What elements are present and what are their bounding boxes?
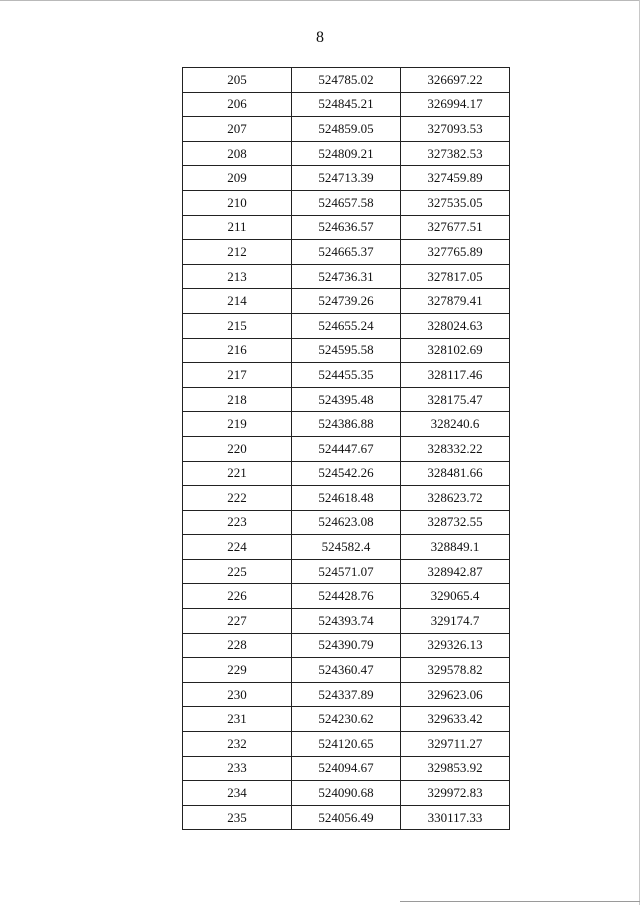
x-coordinate-cell: 524386.88 xyxy=(292,412,401,437)
y-coordinate-cell: 330117.33 xyxy=(401,805,510,830)
point-number-cell: 206 xyxy=(183,92,292,117)
x-coordinate-cell: 524859.05 xyxy=(292,117,401,142)
point-number-cell: 214 xyxy=(183,289,292,314)
table-row xyxy=(183,92,510,117)
y-coordinate-cell: 329578.82 xyxy=(401,658,510,683)
table-row xyxy=(183,363,510,388)
y-coordinate-cell: 328175.47 xyxy=(401,387,510,412)
x-coordinate-cell: 524785.02 xyxy=(292,68,401,93)
point-number-cell: 225 xyxy=(183,559,292,584)
table-row xyxy=(183,313,510,338)
point-number-cell: 227 xyxy=(183,609,292,634)
x-coordinate-cell: 524655.24 xyxy=(292,313,401,338)
y-coordinate-cell: 329633.42 xyxy=(401,707,510,732)
table-row xyxy=(183,732,510,757)
x-coordinate-cell: 524395.48 xyxy=(292,387,401,412)
page-edge-top xyxy=(0,0,640,1)
y-coordinate-cell: 328024.63 xyxy=(401,313,510,338)
y-coordinate-cell: 328623.72 xyxy=(401,486,510,511)
point-number-cell: 213 xyxy=(183,264,292,289)
table-row xyxy=(183,215,510,240)
point-number-cell: 222 xyxy=(183,486,292,511)
table-row xyxy=(183,117,510,142)
table-row xyxy=(183,289,510,314)
x-coordinate-cell: 524657.58 xyxy=(292,190,401,215)
x-coordinate-cell: 524447.67 xyxy=(292,436,401,461)
table-row xyxy=(183,68,510,93)
x-coordinate-cell: 524845.21 xyxy=(292,92,401,117)
x-coordinate-cell: 524056.49 xyxy=(292,805,401,830)
x-coordinate-cell: 524665.37 xyxy=(292,240,401,265)
x-coordinate-cell: 524618.48 xyxy=(292,486,401,511)
y-coordinate-cell: 329623.06 xyxy=(401,682,510,707)
point-number-cell: 226 xyxy=(183,584,292,609)
point-number-cell: 217 xyxy=(183,363,292,388)
x-coordinate-cell: 524809.21 xyxy=(292,141,401,166)
point-number-cell: 232 xyxy=(183,732,292,757)
x-coordinate-cell: 524120.65 xyxy=(292,732,401,757)
table-row xyxy=(183,707,510,732)
table-row xyxy=(183,461,510,486)
x-coordinate-cell: 524736.31 xyxy=(292,264,401,289)
y-coordinate-cell: 328942.87 xyxy=(401,559,510,584)
point-number-cell: 223 xyxy=(183,510,292,535)
point-number-cell: 229 xyxy=(183,658,292,683)
coordinates-table xyxy=(182,67,510,830)
x-coordinate-cell: 524542.26 xyxy=(292,461,401,486)
table-row xyxy=(183,412,510,437)
y-coordinate-cell: 329853.92 xyxy=(401,756,510,781)
y-coordinate-cell: 327677.51 xyxy=(401,215,510,240)
x-coordinate-cell: 524094.67 xyxy=(292,756,401,781)
y-coordinate-cell: 329174.7 xyxy=(401,609,510,634)
point-number-cell: 211 xyxy=(183,215,292,240)
point-number-cell: 218 xyxy=(183,387,292,412)
coordinates-table-body xyxy=(183,68,510,830)
table-row xyxy=(183,240,510,265)
point-number-cell: 219 xyxy=(183,412,292,437)
point-number-cell: 220 xyxy=(183,436,292,461)
y-coordinate-cell: 328732.55 xyxy=(401,510,510,535)
page-edge-bottom xyxy=(400,901,640,902)
x-coordinate-cell: 524455.35 xyxy=(292,363,401,388)
table-row xyxy=(183,264,510,289)
table-row xyxy=(183,781,510,806)
point-number-cell: 235 xyxy=(183,805,292,830)
point-number-cell: 228 xyxy=(183,633,292,658)
y-coordinate-cell: 327535.05 xyxy=(401,190,510,215)
x-coordinate-cell: 524230.62 xyxy=(292,707,401,732)
x-coordinate-cell: 524713.39 xyxy=(292,166,401,191)
table-row xyxy=(183,756,510,781)
x-coordinate-cell: 524360.47 xyxy=(292,658,401,683)
table-row xyxy=(183,510,510,535)
point-number-cell: 209 xyxy=(183,166,292,191)
table-row xyxy=(183,633,510,658)
table-row xyxy=(183,682,510,707)
table-row xyxy=(183,141,510,166)
y-coordinate-cell: 327879.41 xyxy=(401,289,510,314)
table-row xyxy=(183,609,510,634)
point-number-cell: 205 xyxy=(183,68,292,93)
point-number-cell: 207 xyxy=(183,117,292,142)
table-row xyxy=(183,584,510,609)
point-number-cell: 233 xyxy=(183,756,292,781)
y-coordinate-cell: 328849.1 xyxy=(401,535,510,560)
table-row xyxy=(183,387,510,412)
point-number-cell: 234 xyxy=(183,781,292,806)
page-number: 8 xyxy=(316,29,324,46)
x-coordinate-cell: 524595.58 xyxy=(292,338,401,363)
table-row xyxy=(183,436,510,461)
x-coordinate-cell: 524739.26 xyxy=(292,289,401,314)
x-coordinate-cell: 524636.57 xyxy=(292,215,401,240)
table-row xyxy=(183,559,510,584)
y-coordinate-cell: 329065.4 xyxy=(401,584,510,609)
y-coordinate-cell: 327765.89 xyxy=(401,240,510,265)
table-row xyxy=(183,190,510,215)
y-coordinate-cell: 329711.27 xyxy=(401,732,510,757)
table-row xyxy=(183,166,510,191)
table-row xyxy=(183,338,510,363)
table-row xyxy=(183,658,510,683)
y-coordinate-cell: 326697.22 xyxy=(401,68,510,93)
x-coordinate-cell: 524393.74 xyxy=(292,609,401,634)
y-coordinate-cell: 326994.17 xyxy=(401,92,510,117)
point-number-cell: 230 xyxy=(183,682,292,707)
table-row xyxy=(183,486,510,511)
x-coordinate-cell: 524390.79 xyxy=(292,633,401,658)
y-coordinate-cell: 327817.05 xyxy=(401,264,510,289)
point-number-cell: 216 xyxy=(183,338,292,363)
y-coordinate-cell: 328102.69 xyxy=(401,338,510,363)
y-coordinate-cell: 329972.83 xyxy=(401,781,510,806)
point-number-cell: 210 xyxy=(183,190,292,215)
x-coordinate-cell: 524623.08 xyxy=(292,510,401,535)
x-coordinate-cell: 524582.4 xyxy=(292,535,401,560)
y-coordinate-cell: 327093.53 xyxy=(401,117,510,142)
point-number-cell: 231 xyxy=(183,707,292,732)
y-coordinate-cell: 328332.22 xyxy=(401,436,510,461)
x-coordinate-cell: 524337.89 xyxy=(292,682,401,707)
x-coordinate-cell: 524090.68 xyxy=(292,781,401,806)
y-coordinate-cell: 328481.66 xyxy=(401,461,510,486)
table-row xyxy=(183,805,510,830)
y-coordinate-cell: 328117.46 xyxy=(401,363,510,388)
y-coordinate-cell: 329326.13 xyxy=(401,633,510,658)
point-number-cell: 212 xyxy=(183,240,292,265)
y-coordinate-cell: 328240.6 xyxy=(401,412,510,437)
y-coordinate-cell: 327459.89 xyxy=(401,166,510,191)
table-row xyxy=(183,535,510,560)
point-number-cell: 208 xyxy=(183,141,292,166)
point-number-cell: 215 xyxy=(183,313,292,338)
x-coordinate-cell: 524428.76 xyxy=(292,584,401,609)
x-coordinate-cell: 524571.07 xyxy=(292,559,401,584)
point-number-cell: 224 xyxy=(183,535,292,560)
point-number-cell: 221 xyxy=(183,461,292,486)
y-coordinate-cell: 327382.53 xyxy=(401,141,510,166)
